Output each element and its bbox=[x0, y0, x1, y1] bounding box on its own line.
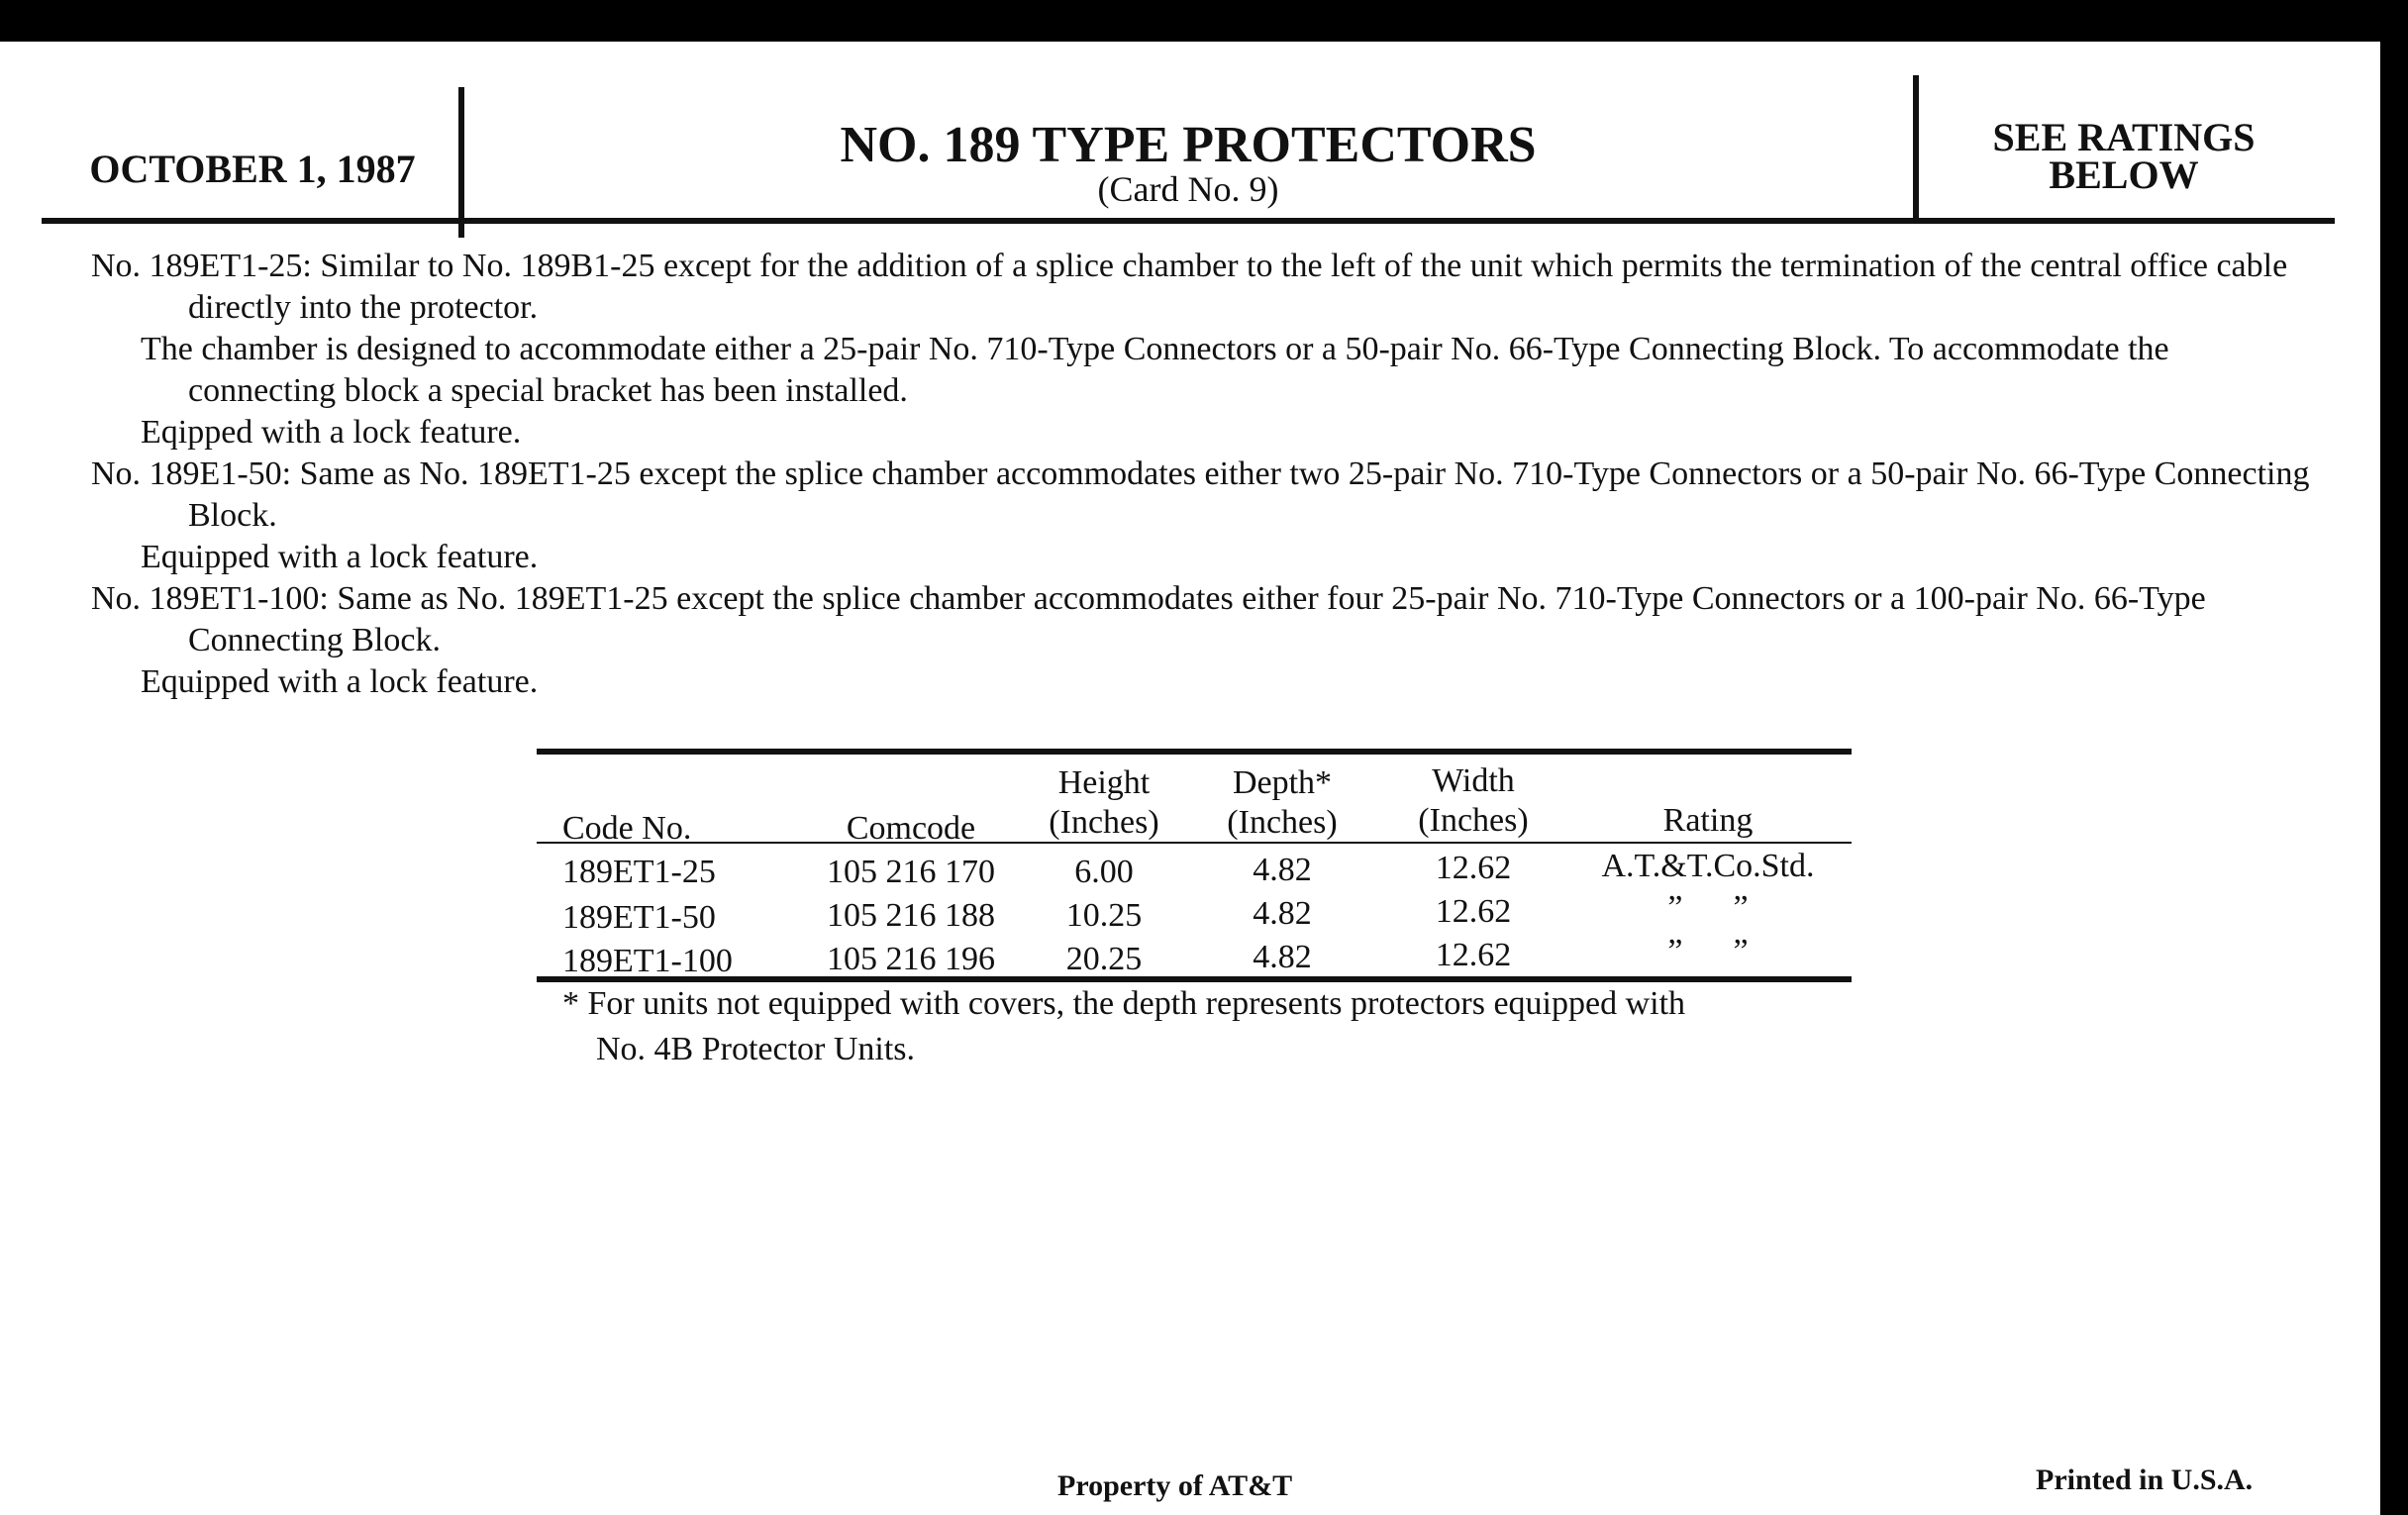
entry-189et1-25: No. 189ET1-25: Similar to No. 189B1-25 except for the addition of a splice chamber to the left of the unit which permits the termination of the central office cable directly into the protector. bbox=[91, 248, 2288, 326]
table-cell-height: 6.00 bbox=[1074, 854, 1134, 890]
table-cell-width: 12.62 bbox=[1435, 937, 1512, 973]
scan-border-right bbox=[2380, 0, 2408, 1515]
col-header-code: Code No. bbox=[562, 810, 692, 847]
ratings-note-line2: BELOW bbox=[2049, 152, 2199, 197]
table-cell-comcode: 105 216 188 bbox=[827, 897, 995, 934]
entry-189et1-25-lock: Eqipped with a lock feature. bbox=[141, 414, 522, 451]
table-cell-depth: 4.82 bbox=[1253, 852, 1312, 888]
card-title: NO. 189 TYPE PROTECTORS bbox=[840, 117, 1537, 173]
table-cell-depth: 4.82 bbox=[1253, 895, 1312, 932]
table-cell-comcode: 105 216 196 bbox=[827, 941, 995, 977]
table-top-rule bbox=[537, 749, 1852, 755]
description-body bbox=[91, 246, 2319, 703]
table-bottom-rule bbox=[537, 976, 1852, 982]
header-rule bbox=[42, 218, 2335, 224]
table-cell-rating: ” ” bbox=[1667, 933, 1749, 969]
table-cell-width: 12.62 bbox=[1435, 893, 1512, 930]
col-header-width-2: (Inches) bbox=[1418, 802, 1529, 839]
col-header-width-1: Width bbox=[1432, 762, 1515, 799]
card-date: OCTOBER 1, 1987 bbox=[89, 147, 416, 191]
ratings-note-line1: SEE RATINGS bbox=[1992, 115, 2256, 159]
table-cell-rating: A.T.&T.Co.Std. bbox=[1601, 848, 1815, 884]
table-header-rule bbox=[537, 842, 1852, 844]
table-cell-code: 189ET1-50 bbox=[562, 899, 716, 936]
col-header-depth-2: (Inches) bbox=[1227, 804, 1338, 841]
col-header-height-1: Height bbox=[1057, 764, 1151, 801]
table-cell-comcode: 105 216 170 bbox=[827, 854, 995, 890]
scan-border-top bbox=[0, 0, 2408, 42]
col-header-depth-1: Depth* bbox=[1232, 764, 1333, 801]
entry-189et1-25-chamber: The chamber is designed to accommodate either a 25-pair No. 710-Type Connectors or a 50-pair No. 66-Type Connecting Block. To accommodate the connecting block a special bracket has been installed. bbox=[141, 331, 2169, 409]
header-divider-right bbox=[1913, 75, 1919, 224]
table-footnote-line2: No. 4B Protector Units. bbox=[596, 1031, 916, 1067]
card-subtitle: (Card No. 9) bbox=[1097, 169, 1279, 209]
col-header-height-2: (Inches) bbox=[1049, 804, 1159, 841]
header-divider-left bbox=[458, 87, 464, 238]
table-cell-height: 20.25 bbox=[1065, 941, 1143, 977]
col-header-comcode: Comcode bbox=[846, 810, 976, 847]
printed-notice: Printed in U.S.A. bbox=[2036, 1464, 2254, 1496]
table-cell-width: 12.62 bbox=[1435, 850, 1512, 886]
table-cell-rating: ” ” bbox=[1667, 889, 1749, 926]
entry-189e1-50: No. 189E1-50: Same as No. 189ET1-25 except the splice chamber accommodates either two 25-pair No. 710-Type Connectors or a 50-pair No. 66-Type Connecting Block. bbox=[91, 455, 2310, 534]
table-cell-depth: 4.82 bbox=[1253, 939, 1312, 975]
table-footnote-line1: * For units not equipped with covers, the depth represents protectors equipped with bbox=[562, 985, 1686, 1022]
table-cell-height: 10.25 bbox=[1065, 897, 1143, 934]
entry-189e1-50-lock: Equipped with a lock feature. bbox=[141, 539, 539, 575]
table-cell-code: 189ET1-100 bbox=[562, 943, 733, 979]
table-cell-code: 189ET1-25 bbox=[562, 854, 716, 890]
entry-189et1-100: No. 189ET1-100: Same as No. 189ET1-25 except the splice chamber accommodates either four 25-pair No. 710-Type Connectors or a 100-pair No. 66-Type Connecting Block. bbox=[91, 580, 2206, 658]
entry-189et1-100-lock: Equipped with a lock feature. bbox=[141, 663, 539, 700]
property-notice: Property of AT&T bbox=[1057, 1469, 1293, 1502]
col-header-rating: Rating bbox=[1662, 802, 1754, 839]
